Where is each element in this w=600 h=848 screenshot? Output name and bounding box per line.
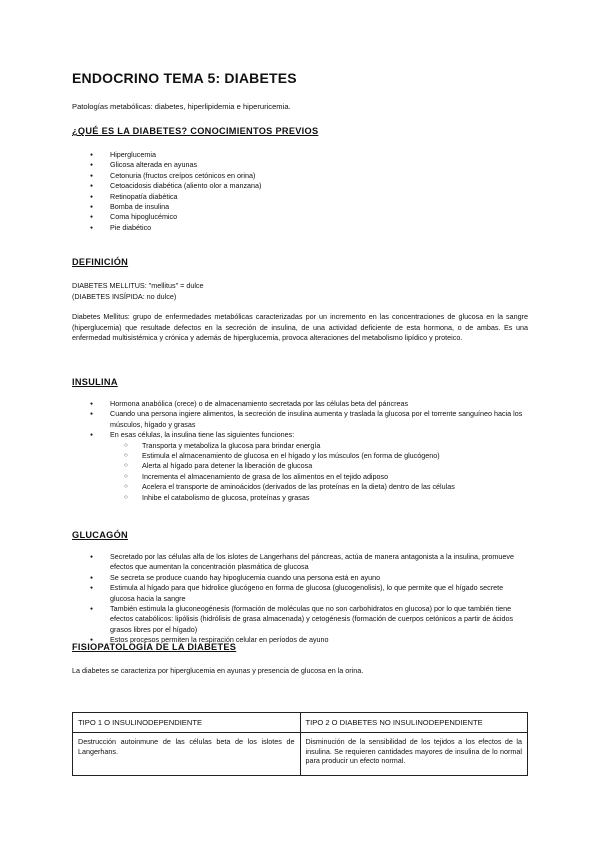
table-header-type-1: TIPO 1 O INSULINODEPENDIENTE [73,713,301,733]
list-item [90,430,528,503]
document-title: ENDOCRINO TEMA 5: DIABETES [72,70,297,86]
section-title-pathophysiology: FISIOPATOLOGÍA DE LA DIABETES [72,642,237,652]
list-item: ● Hiperglucemia [90,150,261,160]
sub-list-item: ○ Estimula el almacenamiento de glucosa en el hígado y los músculos (en forma de glucógeno) [110,451,528,461]
table-row [73,733,528,776]
table-header-row [73,713,528,733]
definition-paragraph: Diabetes Mellitus: grupo de enfermedades metabólicas caracterizadas por un incremento en las concentraciones de glucosa en la sangre (hiperglucemia) que resultade defectos en la secreción de insulina, de una actividad deficiente de esta hormona, o de ambas. Es una enfermedad multisistémica y crónica y además de hiperglucemia, provoca alteraciones del metabolismo lipídico y proteico. [72,312,528,343]
list-item: ● Se secreta se produce cuando hay hipoglucemia cuando una persona está en ayuno [90,573,528,583]
sub-list-item: ○ Alerta al hígado para detener la liberación de glucosa [110,461,528,471]
section-title-previous-knowledge: ¿QUÉ ES LA DIABETES? CONOCIMIENTOS PREVIOS [72,126,319,136]
list-item: ● Coma hipoglucémico [90,212,261,222]
list-item: ● Cetoacidosis diabética (aliento olor a manzana) [90,181,261,191]
diabetes-types-table [72,712,528,776]
previous-knowledge-list [90,150,261,233]
list-item: ● Cetonuria (fructos creípos cetónicos en orina) [90,171,261,181]
glucagon-list [90,552,528,646]
list-item-text: En esas células, la insulina tiene las siguientes funciones: [110,430,295,440]
list-item: ● Cuando una persona ingiere alimentos, la secreción de insulina aumenta y traslada la glucosa por el torrente sanguíneo hacia los músculos, hígado y grasas [90,409,528,430]
list-item: ● Pie diabético [90,223,261,233]
insulin-list [90,399,528,503]
list-item: ● Secretado por las células alfa de los islotes de Langerhans del páncreas, actúa de manera antagonista a la insulina, promueve efectos que aumentan la concentración plasmática de glucosa [90,552,528,573]
insulin-functions-list [110,441,528,503]
definition-line-2: (DIABETES INSÍPIDA: no dulce) [72,292,177,301]
intro-text: Patologías metabólicas: diabetes, hiperlipidemia e hiperuricemia. [72,102,291,111]
definition-line-1: DIABETES MELLITUS: "mellitus" = dulce [72,281,204,290]
list-item: ● Glicosa alterada en ayunas [90,160,261,170]
list-item: ● También estimula la gluconeogénesis (formación de moléculas que no son carbohidratos en glucosa) por lo que también tiene efectos catabólicos: lipólisis (hidrólisis de grasa almacenada) y cetogénesis (formación de cuerpos cetónicos a partir de ácidos grasos libres por el hígado) [90,604,528,635]
sub-list-item: ○ Acelera el transporte de aminoácidos (derivados de las proteínas en la dieta) dentro de las células [110,482,528,492]
pathophysiology-paragraph: La diabetes se caracteriza por hiperglucemia en ayunas y presencia de glucosa en la orina. [72,666,364,675]
sub-list-item: ○ Incrementa el almacenamiento de grasa de los alimentos en el tejido adiposo [110,472,528,482]
section-title-insulin: INSULINA [72,377,118,387]
table-cell-type-2: Disminución de la sensibilidad de los tejidos a los efectos de la insulina. Se requieren cantidades mayores de insulina de lo normal para producir un efecto normal. [300,733,528,776]
list-item: ● Estimula al hígado para que hidrolice glucógeno en forma de glucosa (glucogenolisis), lo que permite que el hígado secrete glucosa hacia la sangre [90,583,528,604]
section-title-definition: DEFINICIÓN [72,257,129,267]
list-item: ● Bomba de insulina [90,202,261,212]
section-title-glucagon: GLUCAGÓN [72,530,128,540]
table-cell-type-1: Destrucción autoinmune de las células beta de los islotes de Langerhans. [73,733,301,776]
list-item: ● Estos procesos permiten la respiración celular en períodos de ayuno [90,635,528,645]
table-header-type-2: TIPO 2 O DIABETES NO INSULINODEPENDIENTE [300,713,528,733]
sub-list-item: ○ Inhibe el catabolismo de glucosa, proteínas y grasas [110,493,528,503]
list-item: ● Hormona anabólica (crece) o de almacenamiento secretada por las células beta del páncreas [90,399,528,409]
list-item: ● Retinopatía diabética [90,192,261,202]
sub-list-item: ○ Transporta y metaboliza la glucosa para brindar energía [110,441,528,451]
